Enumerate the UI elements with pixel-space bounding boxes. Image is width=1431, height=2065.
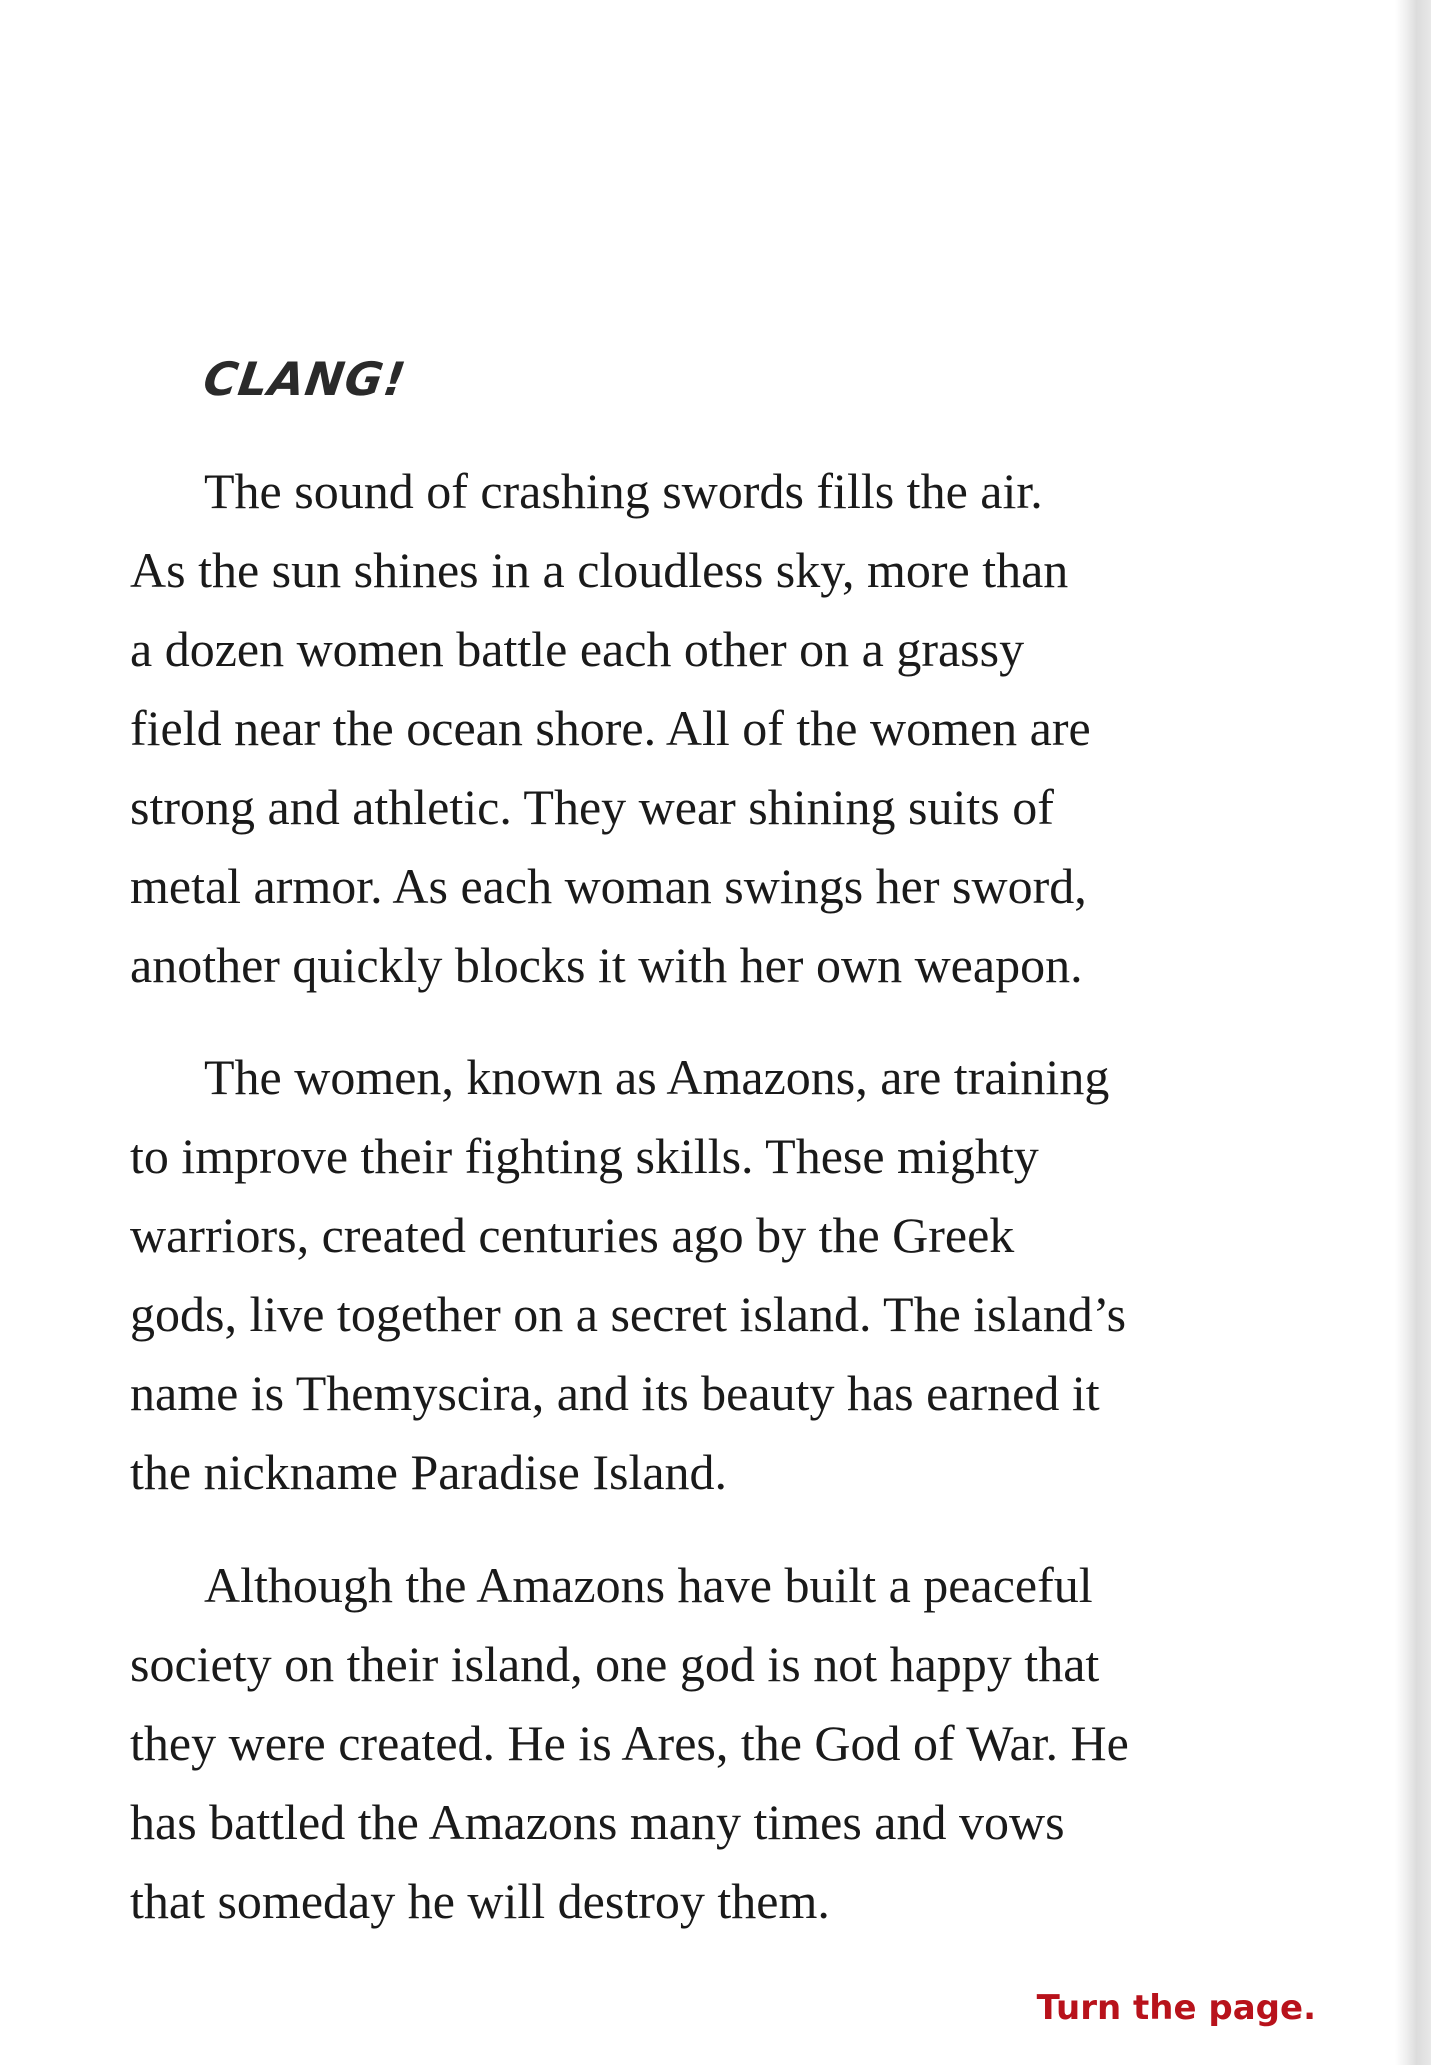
text-line: field near the ocean shore. All of the women are: [130, 700, 1091, 756]
text-line: to improve their fighting skills. These mighty: [130, 1128, 1039, 1184]
page-spine-shadow: [1395, 0, 1431, 2065]
text-line: strong and athletic. They wear shining suits of: [130, 779, 1054, 835]
text-line: gods, live together on a secret island. The island’s: [130, 1286, 1127, 1342]
text-line: The sound of crashing swords fills the air.: [204, 463, 1043, 519]
text-line: The women, known as Amazons, are training: [204, 1049, 1110, 1105]
paragraph-1: [130, 452, 1330, 1005]
text-line: that someday he will destroy them.: [130, 1873, 830, 1929]
text-line: Although the Amazons have built a peaceful: [204, 1557, 1093, 1613]
text-line: name is Themyscira, and its beauty has earned it: [130, 1365, 1100, 1421]
sound-effect-heading: CLANG!: [200, 352, 410, 406]
text-line: metal armor. As each woman swings her sword,: [130, 858, 1087, 914]
text-line: As the sun shines in a cloudless sky, more than: [130, 542, 1069, 598]
paragraph-2: [130, 1038, 1330, 1512]
turn-the-page-prompt: Turn the page.: [1036, 1988, 1316, 2028]
text-line: a dozen women battle each other on a grassy: [130, 621, 1025, 677]
text-line: society on their island, one god is not happy that: [130, 1636, 1100, 1692]
paragraph-3: [130, 1546, 1330, 1941]
text-line: another quickly blocks it with her own weapon.: [130, 937, 1083, 993]
text-line: has battled the Amazons many times and vows: [130, 1794, 1065, 1850]
text-line: warriors, created centuries ago by the Greek: [130, 1207, 1015, 1263]
text-line: they were created. He is Ares, the God of War. He: [130, 1715, 1129, 1771]
text-line: the nickname Paradise Island.: [130, 1444, 728, 1500]
